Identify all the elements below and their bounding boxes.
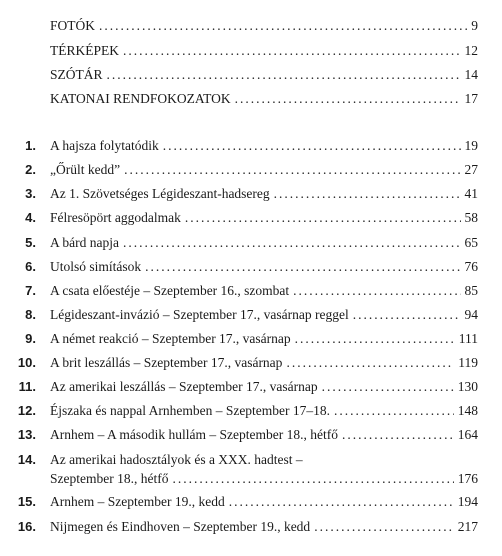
chapter-number: 2. bbox=[25, 162, 36, 177]
toc-entry-title: A csata előestéje – Szeptember 16., szombat bbox=[50, 283, 290, 298]
chapter-number: 3. bbox=[25, 186, 36, 201]
toc-entry-title: Félresöpört aggodalmak bbox=[50, 210, 181, 225]
leader-dots bbox=[286, 352, 454, 374]
toc-front-entry bbox=[0, 64, 502, 86]
toc-chapter-entry bbox=[0, 256, 502, 278]
toc-front-entry bbox=[0, 40, 502, 62]
leader-dots bbox=[314, 516, 454, 538]
toc-entry-title: Az 1. Szövetséges Légideszant-hadsereg bbox=[50, 186, 270, 201]
toc-entry-page: 119 bbox=[458, 355, 478, 370]
toc-entry-title-line1: Az amerikai hadosztályok és a XXX. hadtest – bbox=[50, 452, 303, 467]
toc-entry-title: A brit leszállás – Szeptember 17., vasárnap bbox=[50, 355, 283, 370]
toc-entry-page: 130 bbox=[457, 379, 478, 394]
leader-dots bbox=[295, 328, 455, 350]
toc-chapter-entry bbox=[0, 449, 502, 490]
leader-dots bbox=[229, 491, 454, 513]
toc-entry-page: 58 bbox=[464, 210, 478, 225]
toc-entry-page: 194 bbox=[457, 494, 478, 509]
toc-entry-title: Arnhem – A második hullám – Szeptember 18., hétfő bbox=[50, 427, 338, 442]
leader-dots bbox=[235, 88, 461, 110]
leader-dots bbox=[293, 280, 460, 302]
chapter-number: 5. bbox=[25, 235, 36, 250]
toc-entry-title: A német reakció – Szeptember 17., vasárnap bbox=[50, 331, 291, 346]
toc-entry-title: TÉRKÉPEK bbox=[50, 43, 119, 58]
toc-entry-page: 164 bbox=[457, 427, 478, 442]
toc-chapter-entry bbox=[0, 183, 502, 205]
chapter-number: 14. bbox=[17, 452, 36, 467]
toc-entry-title: „Őrült kedd” bbox=[50, 162, 121, 177]
toc-entry-page: 17 bbox=[464, 91, 478, 106]
toc-entry-page: 176 bbox=[457, 471, 478, 486]
toc-entry-title: KATONAI RENDFOKOZATOK bbox=[50, 91, 231, 106]
toc-entry-page: 76 bbox=[464, 259, 478, 274]
toc-chapter-entry bbox=[0, 135, 502, 157]
leader-dots bbox=[99, 15, 467, 37]
toc-entry-title: Szeptember 18., hétfő bbox=[50, 471, 169, 486]
toc-chapter-entry bbox=[0, 376, 502, 398]
toc-chapter-entry bbox=[0, 352, 502, 374]
leader-dots bbox=[334, 400, 454, 422]
toc-chapter-entry bbox=[0, 516, 502, 538]
toc-entry-title: Utolsó simítások bbox=[50, 259, 142, 274]
chapter-number: 6. bbox=[25, 259, 36, 274]
toc-entry-page: 94 bbox=[464, 307, 478, 322]
toc-entry-title: Nijmegen és Eindhoven – Szeptember 19., kedd bbox=[50, 519, 311, 534]
toc-entry-title: SZÓTÁR bbox=[50, 67, 103, 82]
leader-dots bbox=[123, 40, 461, 62]
toc-entry-page: 217 bbox=[457, 519, 478, 534]
toc-entry-page: 19 bbox=[464, 138, 478, 153]
toc-entry-page: 9 bbox=[471, 18, 478, 33]
chapter-number: 12. bbox=[17, 403, 36, 418]
leader-dots bbox=[274, 183, 461, 205]
leader-dots bbox=[342, 424, 454, 446]
toc-entry-title: A hajsza folytatódik bbox=[50, 138, 159, 153]
leader-dots bbox=[107, 64, 461, 86]
toc-entry-page: 12 bbox=[464, 43, 478, 58]
toc-front-entry bbox=[0, 15, 502, 37]
chapter-number: 10. bbox=[17, 355, 36, 370]
toc-entry-page: 14 bbox=[464, 67, 478, 82]
chapter-number: 7. bbox=[25, 283, 36, 298]
leader-dots bbox=[353, 304, 461, 326]
leader-dots bbox=[172, 468, 453, 490]
chapter-number: 13. bbox=[17, 427, 36, 442]
toc-entry-page: 65 bbox=[464, 235, 478, 250]
leader-dots bbox=[163, 135, 461, 157]
toc-chapter-entry bbox=[0, 491, 502, 513]
leader-dots bbox=[123, 232, 461, 254]
chapter-number: 9. bbox=[25, 331, 36, 346]
toc-entry-title: Arnhem – Szeptember 19., kedd bbox=[50, 494, 225, 509]
chapter-number: 8. bbox=[25, 307, 36, 322]
toc-entry-page: 85 bbox=[464, 283, 478, 298]
toc-chapter-entry bbox=[0, 207, 502, 229]
leader-dots bbox=[124, 159, 460, 181]
leader-dots bbox=[145, 256, 460, 278]
toc-entry-title: A bárd napja bbox=[50, 235, 119, 250]
toc-chapter-entry bbox=[0, 400, 502, 422]
leader-dots bbox=[322, 376, 454, 398]
chapter-number: 16. bbox=[17, 519, 36, 534]
leader-dots bbox=[185, 207, 461, 229]
toc-entry-page: 111 bbox=[458, 331, 478, 346]
toc-entry-page: 41 bbox=[464, 186, 478, 201]
toc-chapter-entry bbox=[0, 159, 502, 181]
chapter-number: 15. bbox=[17, 494, 36, 509]
toc-chapter-entry bbox=[0, 328, 502, 350]
toc-chapter-entry bbox=[0, 280, 502, 302]
toc-chapter-entry bbox=[0, 304, 502, 326]
toc-entry-title: Légideszant-invázió – Szeptember 17., vasárnap reggel bbox=[50, 307, 349, 322]
chapter-number: 4. bbox=[25, 210, 36, 225]
toc-entry-title: Az amerikai leszállás – Szeptember 17., vasárnap bbox=[50, 379, 318, 394]
chapter-number: 11. bbox=[18, 379, 36, 394]
toc-front-entry bbox=[0, 88, 502, 110]
toc-entry-title: Éjszaka és nappal Arnhemben – Szeptember 17–18. bbox=[50, 403, 331, 418]
toc-entry-page: 148 bbox=[457, 403, 478, 418]
toc-entry-page: 27 bbox=[464, 162, 478, 177]
chapter-number: 1. bbox=[25, 138, 36, 153]
toc-chapter-entry bbox=[0, 232, 502, 254]
toc-entry-title: FOTÓK bbox=[50, 18, 96, 33]
toc-chapter-entry bbox=[0, 424, 502, 446]
